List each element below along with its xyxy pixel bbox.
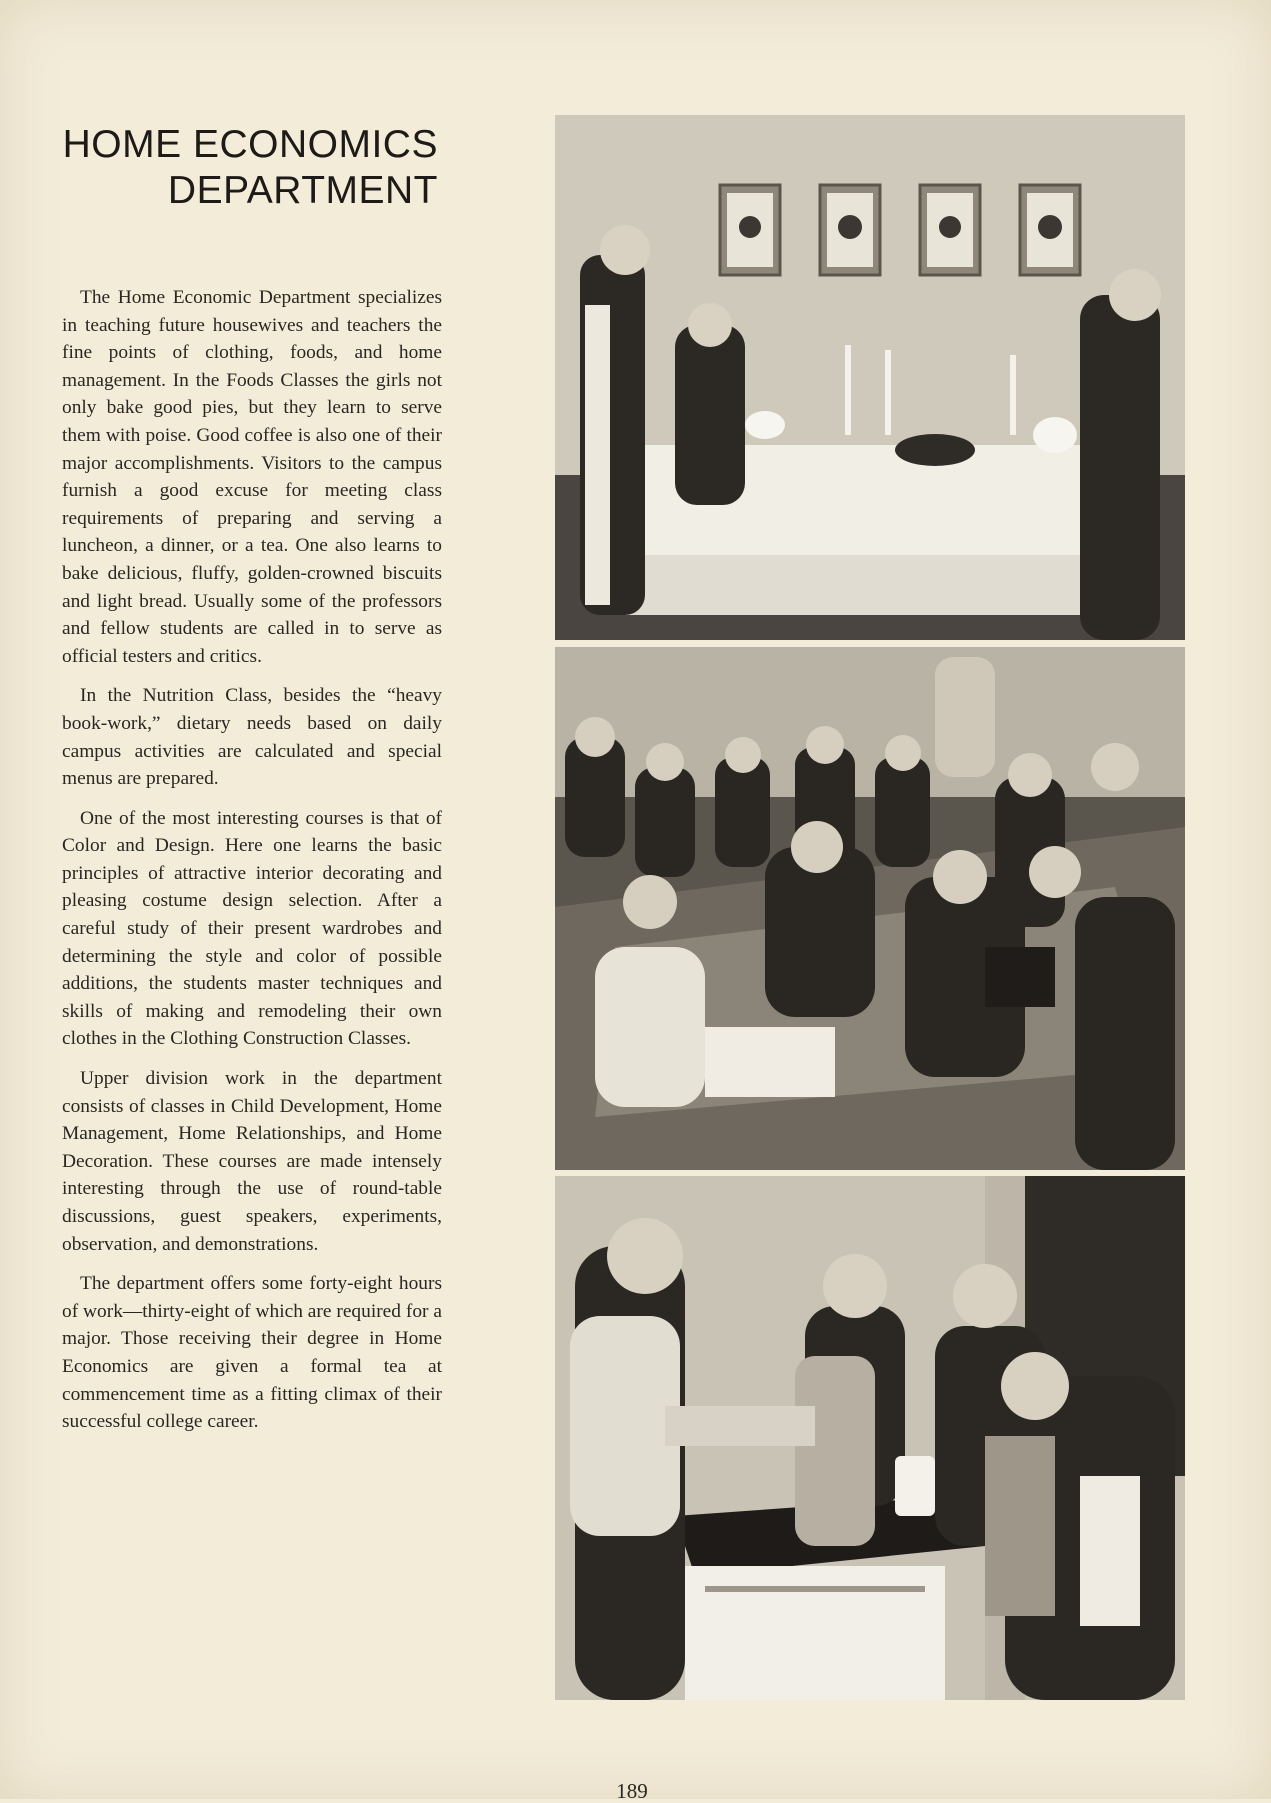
paragraph: The Home Economic Department specializes in teaching future housewives and teachers the fine points of clothing, foods, and home management. In the Foods Classes the girls not only bake good pies, but they learn to serve them with poise. Good coffee is also one of their major accomplishments. Visitors to the campus furnish a good excuse for meeting class requirements of preparing and serving a luncheon, a dinner, or a tea. One also learns to bake delicious, fluffy, golden-crowned biscuits and light bread. Usually some of the professors and fellow students are called in to serve as official testers and critics. bbox=[62, 287, 442, 667]
page-title bbox=[40, 122, 438, 214]
photo-kitchen-stove bbox=[555, 1176, 1185, 1700]
photo-tea-service bbox=[555, 115, 1185, 640]
title-line-2: DEPARTMENT bbox=[167, 169, 438, 212]
paragraph: One of the most interesting courses is that of Color and Design. Here one learns the basic principles of attractive interior decorating and pleasing costume design selection. After a careful study of their present wardrobes and determining the style and color of possible additions, the students master techniques and skills of making and remodeling their own clothes in the Clothing Construction Classes. bbox=[62, 807, 442, 1050]
article-body bbox=[62, 284, 442, 1448]
paragraph: The department offers some forty-eight hours of work—thirty-eight of which are required for a major. Those receiving their degree in Home Economics are given a formal tea at commencement time as a fitting climax of their successful college career. bbox=[62, 1273, 442, 1433]
photo-sewing-class bbox=[555, 647, 1185, 1170]
title-line-1: HOME ECONOMICS bbox=[62, 123, 438, 166]
paragraph: In the Nutrition Class, besides the “heavy book-work,” dietary needs based on daily campus activities are calculated and special menus are prepared. bbox=[62, 685, 442, 790]
paragraph: Upper division work in the department consists of classes in Child Development, Home Management, Home Relationships, and Home Decoration. These courses are made intensely interesting through the use of round-table discussions, guest speakers, experiments, observation, and demonstrations. bbox=[62, 1068, 442, 1255]
page-number: 189 bbox=[616, 1779, 648, 1803]
